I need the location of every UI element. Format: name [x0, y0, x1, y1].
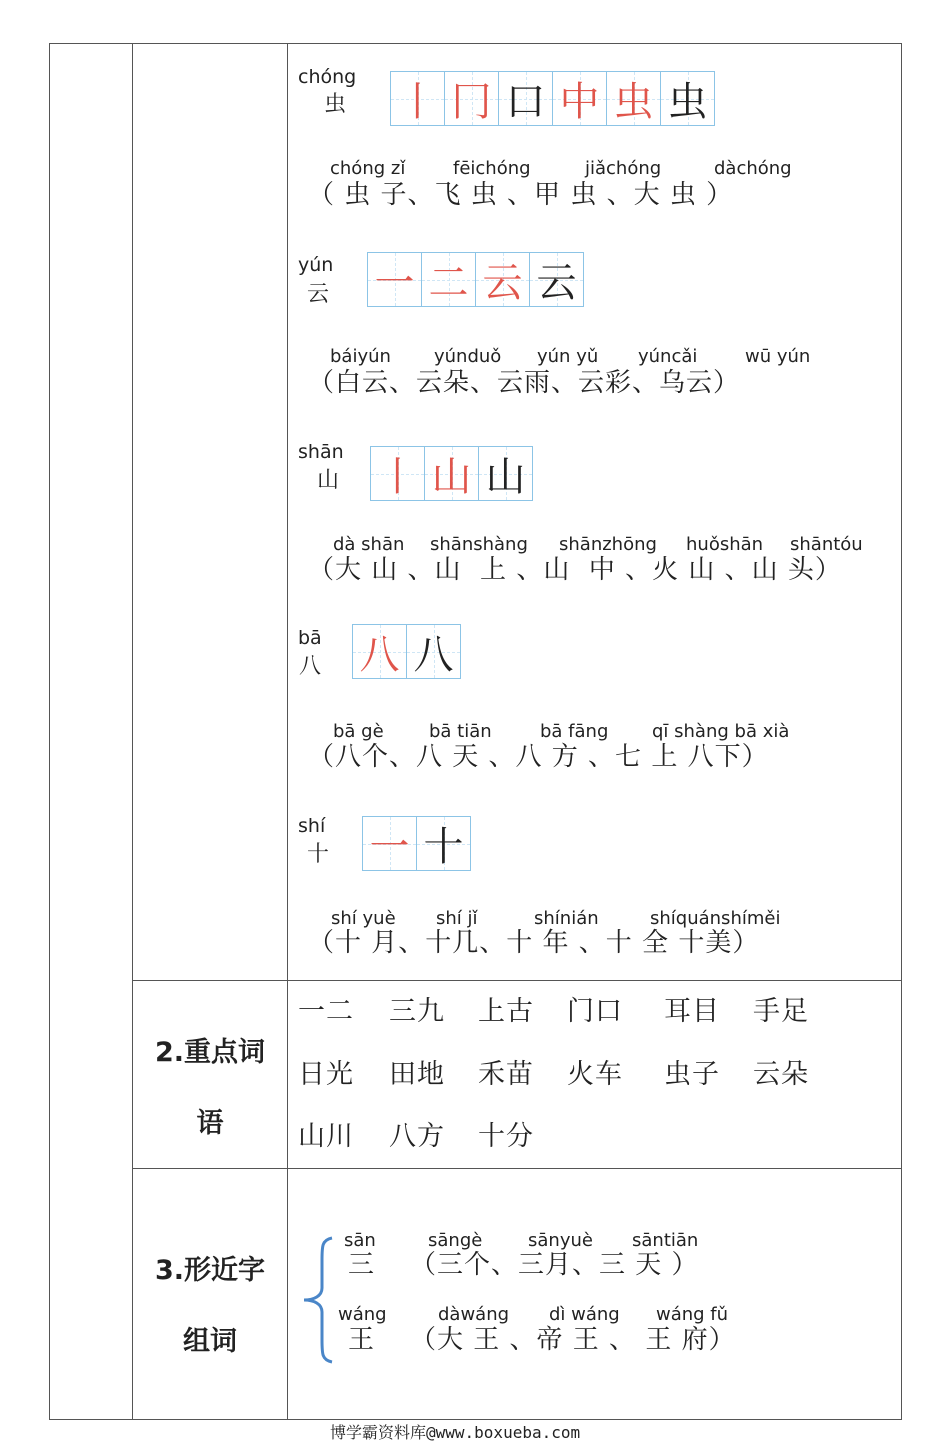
- word-pinyin: shānzhōng: [559, 534, 657, 555]
- stroke-order-grid: [370, 446, 532, 501]
- stroke-cell: [421, 252, 476, 307]
- word-pinyin: sāngè: [428, 1230, 483, 1251]
- word-pinyin: báiyún: [330, 346, 391, 367]
- stroke-cell: [367, 252, 422, 307]
- word-list: （十 月、十几、十 年 、十 全 十美）: [308, 928, 760, 958]
- key-word: 云朵: [753, 1059, 809, 1090]
- section-label-similar-chars: [133, 1248, 287, 1358]
- key-word: 门口: [567, 996, 623, 1027]
- word-pinyin: wū yún: [745, 346, 811, 367]
- word-list: （ 虫 子、飞 虫 、甲 虫 、大 虫 ）: [308, 180, 734, 210]
- char-glyph: 山: [317, 468, 340, 493]
- stroke-cell: [529, 252, 584, 307]
- stroke-cell: [478, 446, 533, 501]
- stroke-cell: [498, 71, 553, 126]
- stroke-cell: [424, 446, 479, 501]
- brace-icon: [300, 1236, 336, 1364]
- word-pinyin: yúnduǒ: [434, 346, 502, 367]
- key-word: 田地: [389, 1059, 445, 1090]
- word-pinyin: bā gè: [333, 721, 384, 742]
- section-label-line: 3.形近字: [154, 1255, 266, 1286]
- word-list: （白云、云朵、云雨、云彩、乌云）: [308, 368, 741, 398]
- char-glyph: 王: [348, 1325, 376, 1355]
- word-pinyin: shí jǐ: [436, 908, 478, 929]
- word-list: （三个、三月、三 天 ）: [410, 1250, 699, 1280]
- char-glyph: 云: [307, 282, 330, 307]
- stroke-step: 云: [536, 260, 577, 306]
- stroke-cell: [362, 816, 417, 871]
- stroke-step: 八: [413, 632, 454, 678]
- key-word: 手足: [753, 996, 809, 1027]
- stroke-cell: [444, 71, 499, 126]
- section-label-key-words: [133, 1030, 287, 1140]
- char-pinyin: bā: [298, 627, 322, 649]
- stroke-step: 冂: [451, 79, 492, 125]
- stroke-step: 丨: [377, 454, 418, 500]
- stroke-step: 中: [559, 79, 600, 125]
- word-pinyin: sāntiān: [632, 1230, 699, 1251]
- stroke-step: 口: [505, 79, 546, 125]
- word-pinyin: shínián: [534, 908, 599, 929]
- stroke-order-grid: [367, 252, 583, 307]
- key-word: 禾苗: [478, 1059, 534, 1090]
- stroke-step: 丨: [397, 79, 438, 125]
- word-pinyin: sānyuè: [528, 1230, 593, 1251]
- char-pinyin: yún: [298, 254, 334, 276]
- word-pinyin: shāntóu: [790, 534, 863, 555]
- key-word: 耳目: [664, 996, 720, 1027]
- word-pinyin: qī shàng bā xià: [652, 721, 790, 742]
- section-label-line: 2.重点词: [154, 1037, 266, 1068]
- word-pinyin: dì wáng: [549, 1304, 620, 1325]
- word-pinyin: yún yǔ: [537, 346, 599, 367]
- table-left-border: [49, 43, 50, 1419]
- stroke-order-grid: [352, 624, 460, 679]
- stroke-step: 一: [369, 824, 410, 870]
- char-pinyin: wáng: [338, 1304, 387, 1325]
- word-pinyin: dà shān: [333, 534, 405, 555]
- word-pinyin: chóng zǐ: [330, 158, 406, 179]
- stroke-cell: [352, 624, 407, 679]
- stroke-step: 十: [423, 824, 464, 870]
- char-pinyin: chóng: [298, 66, 357, 88]
- key-word: 一二: [298, 996, 354, 1027]
- stroke-cell: [390, 71, 445, 126]
- word-pinyin: yúncǎi: [638, 346, 698, 367]
- stroke-cell: [606, 71, 661, 126]
- stroke-step: 山: [485, 454, 526, 500]
- word-pinyin: bā tiān: [429, 721, 492, 742]
- stroke-cell: [475, 252, 530, 307]
- footer-watermark: 博学霸资料库@www.boxueba.com: [330, 1423, 581, 1442]
- word-pinyin: shānshàng: [430, 534, 528, 555]
- stroke-step: 虫: [667, 79, 708, 125]
- key-word: 八方: [389, 1121, 445, 1152]
- char-glyph: 十: [307, 842, 330, 867]
- stroke-step: 二: [428, 260, 469, 306]
- section-label-line: 组词: [183, 1326, 237, 1357]
- key-word: 火车: [567, 1059, 623, 1090]
- stroke-cell: [416, 816, 471, 871]
- stroke-cell: [660, 71, 715, 126]
- char-glyph: 三: [348, 1250, 376, 1280]
- word-list: （大 王 、帝 王 、 王 府）: [410, 1325, 736, 1355]
- stroke-cell: [406, 624, 461, 679]
- stroke-step: 云: [482, 260, 523, 306]
- key-word: 日光: [298, 1059, 354, 1090]
- char-pinyin: shí: [298, 815, 326, 837]
- row-divider-1: [132, 980, 902, 981]
- word-pinyin: shíquánshíměi: [650, 908, 781, 929]
- stroke-step: 八: [359, 632, 400, 678]
- word-pinyin: huǒshān: [686, 534, 764, 555]
- section-label-line: 语: [196, 1108, 224, 1139]
- stroke-step: 一: [374, 260, 415, 306]
- stroke-step: 虫: [613, 79, 654, 125]
- stroke-step: 山: [431, 454, 472, 500]
- word-list: （八个、八 天 、八 方 、七 上 八下）: [308, 742, 769, 772]
- key-word: 虫子: [664, 1059, 720, 1090]
- word-pinyin: dàwáng: [438, 1304, 510, 1325]
- word-pinyin: wáng fǔ: [656, 1304, 729, 1325]
- word-pinyin: jiǎchóng: [585, 158, 662, 179]
- stroke-order-grid: [390, 71, 714, 126]
- stroke-order-grid: [362, 816, 470, 871]
- char-glyph: 虫: [324, 92, 347, 117]
- stroke-cell: [552, 71, 607, 126]
- key-word: 三九: [389, 996, 445, 1027]
- table-top-border: [49, 43, 902, 44]
- row-divider-2: [132, 1168, 902, 1169]
- word-list: （大 山 、山 上 、山 中 、火 山 、山 头）: [308, 555, 842, 585]
- stroke-cell: [370, 446, 425, 501]
- word-pinyin: dàchóng: [714, 158, 792, 179]
- char-pinyin: shān: [298, 441, 344, 463]
- key-word: 山川: [298, 1121, 354, 1152]
- char-pinyin: sān: [344, 1230, 376, 1251]
- word-pinyin: fēichóng: [453, 158, 531, 179]
- word-pinyin: bā fāng: [540, 721, 609, 742]
- table-right-border: [901, 43, 902, 1419]
- word-pinyin: shí yuè: [331, 908, 396, 929]
- column-divider-1: [132, 43, 133, 1419]
- key-word: 上古: [478, 996, 534, 1027]
- column-divider-2: [287, 43, 288, 1419]
- char-glyph: 八: [299, 654, 322, 679]
- key-word: 十分: [478, 1121, 534, 1152]
